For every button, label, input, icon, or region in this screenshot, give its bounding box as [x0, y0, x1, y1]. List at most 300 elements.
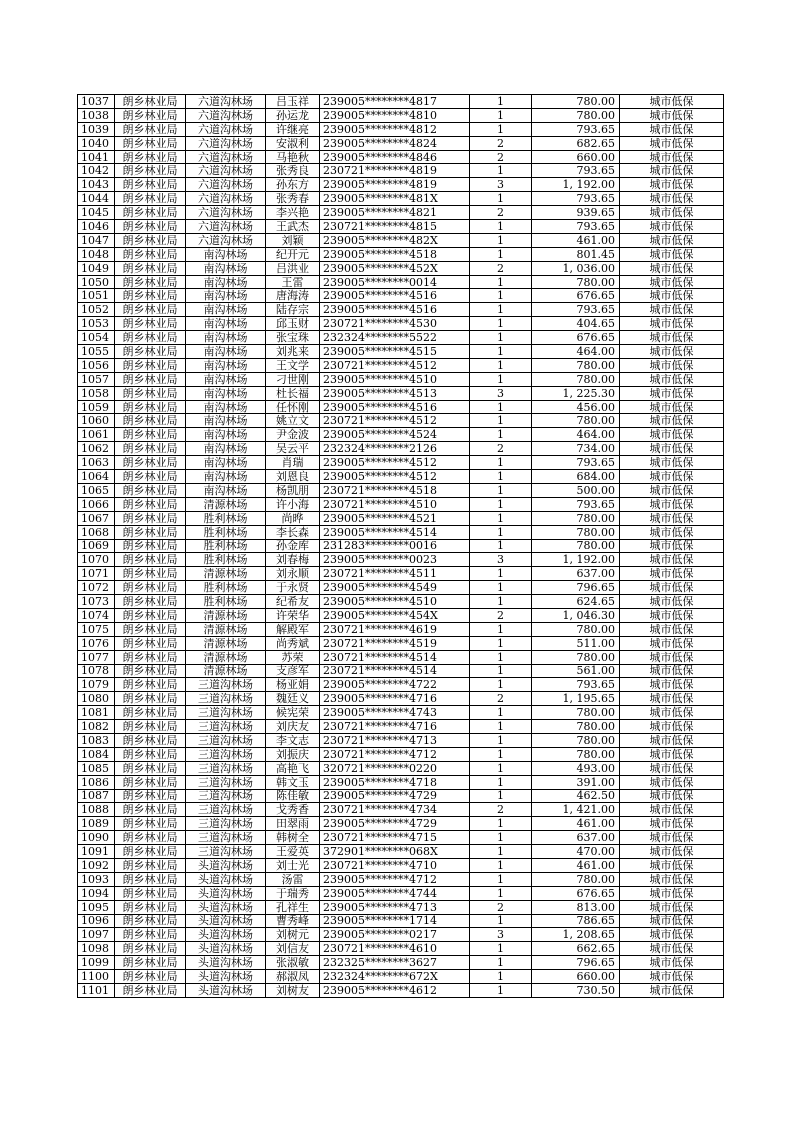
name-cell: 于瑞秀: [266, 886, 320, 900]
farm-cell: 三道沟林场: [186, 678, 266, 692]
table-row: [78, 178, 724, 192]
farm-cell: 三道沟林场: [186, 845, 266, 859]
table-row: [78, 539, 724, 553]
category-cell: 城市低保: [620, 150, 724, 164]
table-row: [78, 220, 724, 234]
farm-cell: 头道沟林场: [186, 886, 266, 900]
bureau-cell: 朗乡林业局: [115, 247, 186, 261]
row-number: 1043: [78, 178, 115, 192]
table-row: [78, 567, 724, 581]
id-number-cell: 230721********4610: [320, 942, 470, 956]
farm-cell: 南沟林场: [186, 289, 266, 303]
bureau-cell: 朗乡林业局: [115, 678, 186, 692]
id-number-cell: 232325********3627: [320, 956, 470, 970]
category-cell: 城市低保: [620, 845, 724, 859]
bureau-cell: 朗乡林业局: [115, 372, 186, 386]
table-row: [78, 831, 724, 845]
table-row: [78, 456, 724, 470]
table-row: [78, 747, 724, 761]
bureau-cell: 朗乡林业局: [115, 970, 186, 984]
farm-cell: 南沟林场: [186, 317, 266, 331]
table-row: [78, 525, 724, 539]
id-number-cell: 239005********4510: [320, 595, 470, 609]
id-number-cell: 239005********4510: [320, 372, 470, 386]
amount-cell: 684.00: [532, 470, 620, 484]
amount-cell: 780.00: [532, 539, 620, 553]
row-number: 1096: [78, 914, 115, 928]
name-cell: 许继亮: [266, 122, 320, 136]
amount-cell: 1, 036.00: [532, 261, 620, 275]
category-cell: 城市低保: [620, 233, 724, 247]
name-cell: 唐海涛: [266, 289, 320, 303]
farm-cell: 六道沟林场: [186, 150, 266, 164]
bureau-cell: 朗乡林业局: [115, 442, 186, 456]
name-cell: 张秀良: [266, 164, 320, 178]
household-size-cell: 1: [470, 845, 532, 859]
id-number-cell: 230721********4518: [320, 483, 470, 497]
farm-cell: 胜利林场: [186, 539, 266, 553]
table-row: [78, 956, 724, 970]
table-row: [78, 511, 724, 525]
amount-cell: 561.00: [532, 664, 620, 678]
row-number: 1053: [78, 317, 115, 331]
id-number-cell: 239005********4716: [320, 692, 470, 706]
row-number: 1080: [78, 692, 115, 706]
row-number: 1088: [78, 803, 115, 817]
category-cell: 城市低保: [620, 553, 724, 567]
household-size-cell: 1: [470, 914, 532, 928]
id-number-cell: 239005********4521: [320, 511, 470, 525]
id-number-cell: 230721********4512: [320, 414, 470, 428]
id-number-cell: 239005********4743: [320, 706, 470, 720]
category-cell: 城市低保: [620, 192, 724, 206]
amount-cell: 464.00: [532, 345, 620, 359]
bureau-cell: 朗乡林业局: [115, 233, 186, 247]
row-number: 1072: [78, 581, 115, 595]
table-row: [78, 900, 724, 914]
household-size-cell: 1: [470, 497, 532, 511]
category-cell: 城市低保: [620, 317, 724, 331]
household-size-cell: 1: [470, 789, 532, 803]
row-number: 1085: [78, 761, 115, 775]
id-number-cell: 231283********0016: [320, 539, 470, 553]
table-row: [78, 331, 724, 345]
id-number-cell: 239005********4612: [320, 984, 470, 998]
household-size-cell: 2: [470, 692, 532, 706]
household-size-cell: 1: [470, 539, 532, 553]
name-cell: 于永贤: [266, 581, 320, 595]
amount-cell: 637.00: [532, 567, 620, 581]
id-number-cell: 239005********4513: [320, 386, 470, 400]
category-cell: 城市低保: [620, 108, 724, 122]
bureau-cell: 朗乡林业局: [115, 358, 186, 372]
id-number-cell: 239005********4729: [320, 817, 470, 831]
row-number: 1067: [78, 511, 115, 525]
bureau-cell: 朗乡林业局: [115, 483, 186, 497]
amount-cell: 786.65: [532, 914, 620, 928]
name-cell: 曹秀峰: [266, 914, 320, 928]
table-row: [78, 858, 724, 872]
household-size-cell: 1: [470, 331, 532, 345]
name-cell: 尹金波: [266, 428, 320, 442]
amount-cell: 660.00: [532, 150, 620, 164]
id-number-cell: 239005********4819: [320, 178, 470, 192]
name-cell: 韩文玉: [266, 775, 320, 789]
category-cell: 城市低保: [620, 261, 724, 275]
id-number-cell: 230721********4514: [320, 650, 470, 664]
amount-cell: 780.00: [532, 650, 620, 664]
household-size-cell: 1: [470, 733, 532, 747]
amount-cell: 780.00: [532, 511, 620, 525]
name-cell: 陈佳敏: [266, 789, 320, 803]
household-size-cell: 1: [470, 303, 532, 317]
bureau-cell: 朗乡林业局: [115, 845, 186, 859]
household-size-cell: 1: [470, 831, 532, 845]
id-number-cell: 230721********4510: [320, 497, 470, 511]
name-cell: 孙东方: [266, 178, 320, 192]
bureau-cell: 朗乡林业局: [115, 733, 186, 747]
bureau-cell: 朗乡林业局: [115, 636, 186, 650]
amount-cell: 676.65: [532, 331, 620, 345]
household-size-cell: 1: [470, 275, 532, 289]
bureau-cell: 朗乡林业局: [115, 608, 186, 622]
bureau-cell: 朗乡林业局: [115, 108, 186, 122]
bureau-cell: 朗乡林业局: [115, 928, 186, 942]
farm-cell: 六道沟林场: [186, 122, 266, 136]
farm-cell: 胜利林场: [186, 553, 266, 567]
name-cell: 韩树全: [266, 831, 320, 845]
bureau-cell: 朗乡林业局: [115, 206, 186, 220]
farm-cell: 南沟林场: [186, 400, 266, 414]
category-cell: 城市低保: [620, 372, 724, 386]
row-number: 1047: [78, 233, 115, 247]
name-cell: 刘兆来: [266, 345, 320, 359]
bureau-cell: 朗乡林业局: [115, 914, 186, 928]
category-cell: 城市低保: [620, 275, 724, 289]
table-row: [78, 275, 724, 289]
farm-cell: 南沟林场: [186, 331, 266, 345]
row-number: 1058: [78, 386, 115, 400]
name-cell: 刘信友: [266, 942, 320, 956]
amount-cell: 780.00: [532, 720, 620, 734]
household-size-cell: 1: [470, 984, 532, 998]
name-cell: 王雷: [266, 275, 320, 289]
household-size-cell: 1: [470, 664, 532, 678]
category-cell: 城市低保: [620, 692, 724, 706]
amount-cell: 793.65: [532, 303, 620, 317]
table-row: [78, 289, 724, 303]
bureau-cell: 朗乡林业局: [115, 261, 186, 275]
household-size-cell: 1: [470, 567, 532, 581]
household-size-cell: 1: [470, 358, 532, 372]
row-number: 1062: [78, 442, 115, 456]
amount-cell: 624.65: [532, 595, 620, 609]
row-number: 1048: [78, 247, 115, 261]
farm-cell: 南沟林场: [186, 386, 266, 400]
household-size-cell: 3: [470, 553, 532, 567]
household-size-cell: 2: [470, 803, 532, 817]
category-cell: 城市低保: [620, 358, 724, 372]
category-cell: 城市低保: [620, 622, 724, 636]
table-row: [78, 428, 724, 442]
bureau-cell: 朗乡林业局: [115, 192, 186, 206]
farm-cell: 六道沟林场: [186, 178, 266, 192]
category-cell: 城市低保: [620, 956, 724, 970]
category-cell: 城市低保: [620, 289, 724, 303]
row-number: 1101: [78, 984, 115, 998]
household-size-cell: 1: [470, 192, 532, 206]
row-number: 1054: [78, 331, 115, 345]
table-row: [78, 761, 724, 775]
amount-cell: 462.50: [532, 789, 620, 803]
id-number-cell: 232324********672X: [320, 970, 470, 984]
farm-cell: 三道沟林场: [186, 706, 266, 720]
amount-cell: 511.00: [532, 636, 620, 650]
amount-cell: 734.00: [532, 442, 620, 456]
table-row: [78, 636, 724, 650]
farm-cell: 清源林场: [186, 650, 266, 664]
household-size-cell: 1: [470, 858, 532, 872]
category-cell: 城市低保: [620, 511, 724, 525]
bureau-cell: 朗乡林业局: [115, 289, 186, 303]
amount-cell: 1, 046.30: [532, 608, 620, 622]
farm-cell: 六道沟林场: [186, 95, 266, 109]
farm-cell: 头道沟林场: [186, 956, 266, 970]
farm-cell: 胜利林场: [186, 511, 266, 525]
row-number: 1061: [78, 428, 115, 442]
name-cell: 刘恩良: [266, 470, 320, 484]
category-cell: 城市低保: [620, 942, 724, 956]
row-number: 1049: [78, 261, 115, 275]
row-number: 1037: [78, 95, 115, 109]
id-number-cell: 239005********1714: [320, 914, 470, 928]
category-cell: 城市低保: [620, 497, 724, 511]
category-cell: 城市低保: [620, 595, 724, 609]
farm-cell: 头道沟林场: [186, 900, 266, 914]
household-size-cell: 3: [470, 928, 532, 942]
id-number-cell: 230721********4530: [320, 317, 470, 331]
household-size-cell: 1: [470, 525, 532, 539]
table-row: [78, 970, 724, 984]
table-row: [78, 164, 724, 178]
id-number-cell: 239005********4810: [320, 108, 470, 122]
household-size-cell: 1: [470, 164, 532, 178]
row-number: 1084: [78, 747, 115, 761]
farm-cell: 南沟林场: [186, 372, 266, 386]
bureau-cell: 朗乡林业局: [115, 345, 186, 359]
row-number: 1073: [78, 595, 115, 609]
bureau-cell: 朗乡林业局: [115, 664, 186, 678]
household-size-cell: 2: [470, 206, 532, 220]
table-row: [78, 400, 724, 414]
id-number-cell: 239005********4821: [320, 206, 470, 220]
farm-cell: 南沟林场: [186, 442, 266, 456]
amount-cell: 801.45: [532, 247, 620, 261]
name-cell: 魏廷义: [266, 692, 320, 706]
row-number: 1069: [78, 539, 115, 553]
name-cell: 杨亚娟: [266, 678, 320, 692]
row-number: 1095: [78, 900, 115, 914]
name-cell: 纪开元: [266, 247, 320, 261]
farm-cell: 六道沟林场: [186, 164, 266, 178]
name-cell: 苏荣: [266, 650, 320, 664]
farm-cell: 三道沟林场: [186, 692, 266, 706]
row-number: 1050: [78, 275, 115, 289]
row-number: 1087: [78, 789, 115, 803]
name-cell: 张秀春: [266, 192, 320, 206]
bureau-cell: 朗乡林业局: [115, 720, 186, 734]
category-cell: 城市低保: [620, 567, 724, 581]
bureau-cell: 朗乡林业局: [115, 95, 186, 109]
bureau-cell: 朗乡林业局: [115, 400, 186, 414]
id-number-cell: 239005********454X: [320, 608, 470, 622]
name-cell: 郝淑凤: [266, 970, 320, 984]
household-size-cell: 1: [470, 872, 532, 886]
row-number: 1081: [78, 706, 115, 720]
bureau-cell: 朗乡林业局: [115, 831, 186, 845]
amount-cell: 780.00: [532, 747, 620, 761]
category-cell: 城市低保: [620, 678, 724, 692]
farm-cell: 头道沟林场: [186, 970, 266, 984]
amount-cell: 493.00: [532, 761, 620, 775]
farm-cell: 南沟林场: [186, 428, 266, 442]
amount-cell: 461.00: [532, 233, 620, 247]
table-row: [78, 192, 724, 206]
household-size-cell: 1: [470, 595, 532, 609]
bureau-cell: 朗乡林业局: [115, 789, 186, 803]
category-cell: 城市低保: [620, 456, 724, 470]
table-row: [78, 136, 724, 150]
household-size-cell: 2: [470, 150, 532, 164]
id-number-cell: 230721********4512: [320, 358, 470, 372]
name-cell: 李兴艳: [266, 206, 320, 220]
household-size-cell: 1: [470, 108, 532, 122]
table-row: [78, 622, 724, 636]
category-cell: 城市低保: [620, 886, 724, 900]
farm-cell: 三道沟林场: [186, 775, 266, 789]
household-size-cell: 1: [470, 747, 532, 761]
bureau-cell: 朗乡林业局: [115, 331, 186, 345]
id-number-cell: 239005********4713: [320, 900, 470, 914]
household-size-cell: 1: [470, 220, 532, 234]
household-size-cell: 1: [470, 414, 532, 428]
row-number: 1077: [78, 650, 115, 664]
row-number: 1093: [78, 872, 115, 886]
bureau-cell: 朗乡林业局: [115, 692, 186, 706]
farm-cell: 三道沟林场: [186, 789, 266, 803]
name-cell: 孔祥生: [266, 900, 320, 914]
bureau-cell: 朗乡林业局: [115, 747, 186, 761]
amount-cell: 780.00: [532, 733, 620, 747]
amount-cell: 682.65: [532, 136, 620, 150]
name-cell: 尚晔: [266, 511, 320, 525]
row-number: 1079: [78, 678, 115, 692]
category-cell: 城市低保: [620, 136, 724, 150]
bureau-cell: 朗乡林业局: [115, 817, 186, 831]
table-row: [78, 95, 724, 109]
table-row: [78, 442, 724, 456]
id-number-cell: 230721********4712: [320, 747, 470, 761]
id-number-cell: 239005********482X: [320, 233, 470, 247]
amount-cell: 780.00: [532, 372, 620, 386]
household-size-cell: 1: [470, 289, 532, 303]
row-number: 1100: [78, 970, 115, 984]
bureau-cell: 朗乡林业局: [115, 567, 186, 581]
amount-cell: 391.00: [532, 775, 620, 789]
table-row: [78, 789, 724, 803]
id-number-cell: 239005********4515: [320, 345, 470, 359]
farm-cell: 南沟林场: [186, 483, 266, 497]
row-number: 1066: [78, 497, 115, 511]
table-row: [78, 720, 724, 734]
farm-cell: 三道沟林场: [186, 720, 266, 734]
category-cell: 城市低保: [620, 706, 724, 720]
row-number: 1046: [78, 220, 115, 234]
row-number: 1083: [78, 733, 115, 747]
name-cell: 纪希友: [266, 595, 320, 609]
amount-cell: 637.00: [532, 831, 620, 845]
bureau-cell: 朗乡林业局: [115, 706, 186, 720]
row-number: 1051: [78, 289, 115, 303]
row-number: 1094: [78, 886, 115, 900]
household-size-cell: 2: [470, 608, 532, 622]
table-row: [78, 581, 724, 595]
household-size-cell: 1: [470, 817, 532, 831]
category-cell: 城市低保: [620, 747, 724, 761]
bureau-cell: 朗乡林业局: [115, 122, 186, 136]
amount-cell: 793.65: [532, 497, 620, 511]
bureau-cell: 朗乡林业局: [115, 553, 186, 567]
roster-body: [78, 95, 724, 998]
table-row: [78, 775, 724, 789]
name-cell: 汤雷: [266, 872, 320, 886]
name-cell: 刘永顺: [266, 567, 320, 581]
farm-cell: 南沟林场: [186, 414, 266, 428]
table-row: [78, 233, 724, 247]
household-size-cell: 1: [470, 942, 532, 956]
bureau-cell: 朗乡林业局: [115, 775, 186, 789]
row-number: 1038: [78, 108, 115, 122]
row-number: 1042: [78, 164, 115, 178]
id-number-cell: 239005********4524: [320, 428, 470, 442]
table-row: [78, 664, 724, 678]
household-size-cell: 1: [470, 122, 532, 136]
name-cell: 支彦军: [266, 664, 320, 678]
household-size-cell: 1: [470, 775, 532, 789]
row-number: 1055: [78, 345, 115, 359]
row-number: 1071: [78, 567, 115, 581]
category-cell: 城市低保: [620, 470, 724, 484]
category-cell: 城市低保: [620, 539, 724, 553]
category-cell: 城市低保: [620, 817, 724, 831]
table-row: [78, 372, 724, 386]
name-cell: 杜长福: [266, 386, 320, 400]
household-size-cell: 1: [470, 483, 532, 497]
amount-cell: 780.00: [532, 275, 620, 289]
bureau-cell: 朗乡林业局: [115, 886, 186, 900]
row-number: 1097: [78, 928, 115, 942]
name-cell: 孙金库: [266, 539, 320, 553]
id-number-cell: 239005********481X: [320, 192, 470, 206]
row-number: 1065: [78, 483, 115, 497]
household-size-cell: 1: [470, 428, 532, 442]
table-row: [78, 303, 724, 317]
household-size-cell: 1: [470, 511, 532, 525]
name-cell: 刘树元: [266, 928, 320, 942]
amount-cell: 730.50: [532, 984, 620, 998]
row-number: 1086: [78, 775, 115, 789]
id-number-cell: 232324********2126: [320, 442, 470, 456]
